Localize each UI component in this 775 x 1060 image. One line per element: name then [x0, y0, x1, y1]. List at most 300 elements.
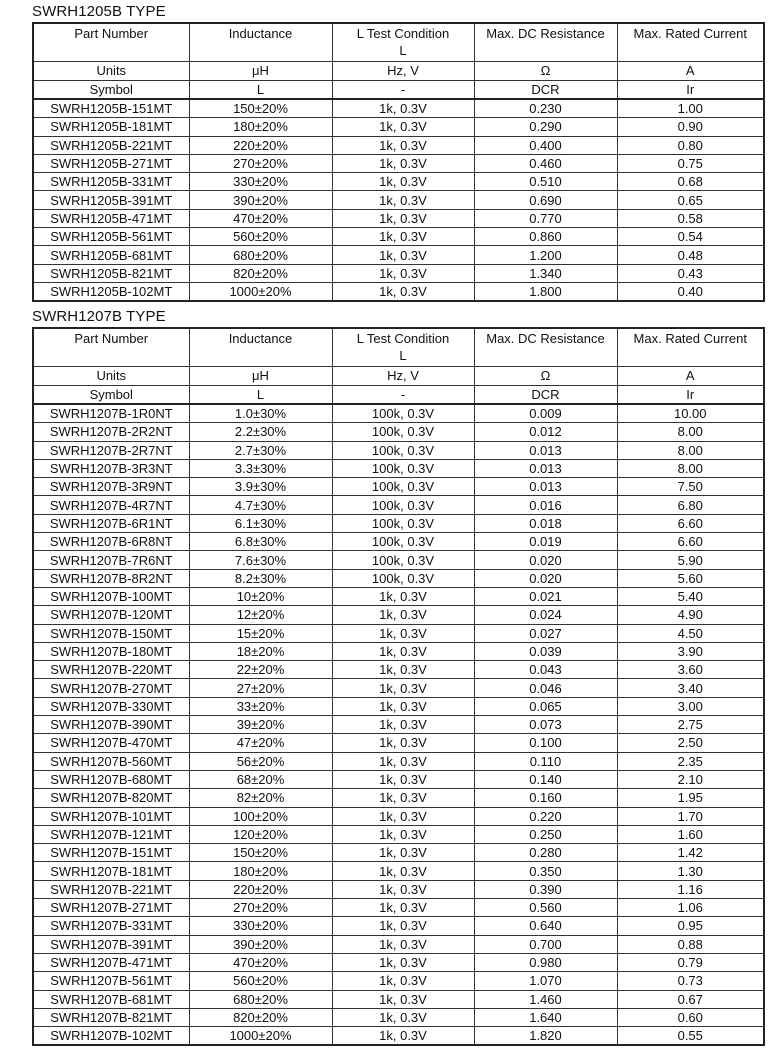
test-condition-cell: 1k, 0.3V	[332, 1008, 474, 1026]
units-row	[33, 62, 764, 81]
rated-current-cell: 0.75	[617, 154, 764, 172]
dc-resistance-cell: 0.019	[474, 533, 617, 551]
part-number-cell: SWRH1207B-6R8NT	[33, 533, 189, 551]
dc-resistance-cell: 0.390	[474, 880, 617, 898]
inductance-cell: 180±20%	[189, 118, 332, 136]
symbol-inductance: L	[189, 80, 332, 99]
inductance-cell: 4.7±30%	[189, 496, 332, 514]
table-row	[33, 246, 764, 264]
swrh1205b-section	[32, 3, 763, 302]
table-row	[33, 173, 764, 191]
dc-resistance-cell: 0.770	[474, 209, 617, 227]
table-row	[33, 264, 764, 282]
test-condition-cell: 100k, 0.3V	[332, 478, 474, 496]
rated-current-cell: 0.90	[617, 118, 764, 136]
header-inductance: Inductance	[189, 328, 332, 367]
part-number-cell: SWRH1205B-331MT	[33, 173, 189, 191]
rated-current-cell: 3.60	[617, 661, 764, 679]
dc-resistance-cell: 0.013	[474, 459, 617, 477]
rated-current-cell: 0.48	[617, 246, 764, 264]
dc-resistance-cell: 1.070	[474, 972, 617, 990]
table-row	[33, 917, 764, 935]
part-number-cell: SWRH1207B-4R7NT	[33, 496, 189, 514]
test-condition-cell: 1k, 0.3V	[332, 990, 474, 1008]
inductance-cell: 3.3±30%	[189, 459, 332, 477]
header-inductance: Inductance	[189, 23, 332, 62]
header-max-rated-current: Max. Rated Current	[617, 23, 764, 62]
dc-resistance-cell: 0.046	[474, 679, 617, 697]
test-condition-label: L Test Condition	[356, 331, 450, 346]
test-condition-cell: 100k, 0.3V	[332, 551, 474, 569]
part-number-cell: SWRH1205B-221MT	[33, 136, 189, 154]
table-row	[33, 441, 764, 459]
part-number-cell: SWRH1207B-3R9NT	[33, 478, 189, 496]
part-number-cell: SWRH1207B-471MT	[33, 953, 189, 971]
part-number-cell: SWRH1207B-680MT	[33, 770, 189, 788]
inductance-cell: 470±20%	[189, 209, 332, 227]
test-condition-cell: 1k, 0.3V	[332, 642, 474, 660]
rated-current-cell: 4.50	[617, 624, 764, 642]
units-current: A	[617, 62, 764, 81]
units-inductance: μH	[189, 62, 332, 81]
inductance-cell: 470±20%	[189, 953, 332, 971]
part-number-cell: SWRH1207B-151MT	[33, 844, 189, 862]
dc-resistance-cell: 0.021	[474, 587, 617, 605]
swrh1207b-section	[32, 308, 763, 1046]
dc-resistance-cell: 0.860	[474, 228, 617, 246]
table-row	[33, 770, 764, 788]
test-condition-cell: 1k, 0.3V	[332, 917, 474, 935]
inductance-cell: 12±20%	[189, 606, 332, 624]
table-row	[33, 716, 764, 734]
inductance-cell: 120±20%	[189, 825, 332, 843]
dc-resistance-cell: 1.460	[474, 990, 617, 1008]
part-number-cell: SWRH1205B-181MT	[33, 118, 189, 136]
rated-current-cell: 3.00	[617, 697, 764, 715]
header-max-dc-resistance: Max. DC Resistance	[474, 23, 617, 62]
dc-resistance-cell: 0.460	[474, 154, 617, 172]
table-row	[33, 880, 764, 898]
units-test-condition: Hz, V	[332, 62, 474, 81]
table-row	[33, 514, 764, 532]
part-number-cell: SWRH1207B-270MT	[33, 679, 189, 697]
dc-resistance-cell: 0.980	[474, 953, 617, 971]
inductance-cell: 820±20%	[189, 1008, 332, 1026]
dc-resistance-cell: 1.200	[474, 246, 617, 264]
part-number-cell: SWRH1207B-150MT	[33, 624, 189, 642]
rated-current-cell: 1.00	[617, 99, 764, 118]
table-row	[33, 807, 764, 825]
rated-current-cell: 6.60	[617, 514, 764, 532]
part-number-cell: SWRH1207B-180MT	[33, 642, 189, 660]
symbol-inductance: L	[189, 385, 332, 404]
inductance-cell: 1000±20%	[189, 282, 332, 301]
header-row	[33, 328, 764, 367]
inductance-cell: 2.7±30%	[189, 441, 332, 459]
rated-current-cell: 0.73	[617, 972, 764, 990]
inductance-cell: 6.8±30%	[189, 533, 332, 551]
table-row	[33, 990, 764, 1008]
test-condition-cell: 1k, 0.3V	[332, 173, 474, 191]
inductance-cell: 82±20%	[189, 789, 332, 807]
table-row	[33, 496, 764, 514]
table-row	[33, 697, 764, 715]
table-row	[33, 935, 764, 953]
test-condition-cell: 1k, 0.3V	[332, 752, 474, 770]
rated-current-cell: 0.79	[617, 953, 764, 971]
section-title: SWRH1205B TYPE	[32, 3, 166, 20]
test-condition-cell: 1k, 0.3V	[332, 716, 474, 734]
table-row	[33, 624, 764, 642]
rated-current-cell: 0.65	[617, 191, 764, 209]
test-condition-label: L Test Condition	[356, 26, 450, 41]
dc-resistance-cell: 0.510	[474, 173, 617, 191]
part-number-cell: SWRH1205B-561MT	[33, 228, 189, 246]
table-row	[33, 118, 764, 136]
table-row	[33, 1027, 764, 1046]
units-test-condition: Hz, V	[332, 367, 474, 386]
table-row	[33, 228, 764, 246]
test-condition-cell: 1k, 0.3V	[332, 899, 474, 917]
test-condition-cell: 1k, 0.3V	[332, 770, 474, 788]
units-inductance: μH	[189, 367, 332, 386]
inductance-cell: 100±20%	[189, 807, 332, 825]
inductance-cell: 390±20%	[189, 191, 332, 209]
test-condition-cell: 1k, 0.3V	[332, 935, 474, 953]
dc-resistance-cell: 0.230	[474, 99, 617, 118]
inductance-cell: 220±20%	[189, 880, 332, 898]
part-number-cell: SWRH1207B-1R0NT	[33, 404, 189, 423]
test-condition-cell: 1k, 0.3V	[332, 880, 474, 898]
rated-current-cell: 8.00	[617, 423, 764, 441]
dc-resistance-cell: 0.110	[474, 752, 617, 770]
units-label: Units	[33, 367, 189, 386]
part-number-cell: SWRH1205B-102MT	[33, 282, 189, 301]
inductance-cell: 68±20%	[189, 770, 332, 788]
part-number-cell: SWRH1207B-181MT	[33, 862, 189, 880]
part-number-cell: SWRH1207B-681MT	[33, 990, 189, 1008]
rated-current-cell: 5.60	[617, 569, 764, 587]
rated-current-cell: 4.90	[617, 606, 764, 624]
header-test-condition	[332, 328, 474, 367]
inductance-cell: 6.1±30%	[189, 514, 332, 532]
test-condition-cell: 100k, 0.3V	[332, 423, 474, 441]
inductance-cell: 33±20%	[189, 697, 332, 715]
dc-resistance-cell: 0.560	[474, 899, 617, 917]
part-number-cell: SWRH1205B-151MT	[33, 99, 189, 118]
units-resistance: Ω	[474, 62, 617, 81]
units-current: A	[617, 367, 764, 386]
inductance-cell: 1000±20%	[189, 1027, 332, 1046]
dc-resistance-cell: 0.018	[474, 514, 617, 532]
table-row	[33, 862, 764, 880]
inductance-cell: 560±20%	[189, 228, 332, 246]
header-part-number: Part Number	[33, 328, 189, 367]
rated-current-cell: 7.50	[617, 478, 764, 496]
part-number-cell: SWRH1207B-100MT	[33, 587, 189, 605]
table-row	[33, 209, 764, 227]
test-condition-cell: 100k, 0.3V	[332, 404, 474, 423]
symbol-current: Ir	[617, 80, 764, 99]
rated-current-cell: 0.67	[617, 990, 764, 1008]
inductance-cell: 22±20%	[189, 661, 332, 679]
dc-resistance-cell: 1.820	[474, 1027, 617, 1046]
table-row	[33, 734, 764, 752]
part-number-cell: SWRH1207B-3R3NT	[33, 459, 189, 477]
table-row	[33, 459, 764, 477]
table-row	[33, 844, 764, 862]
test-condition-cell: 1k, 0.3V	[332, 734, 474, 752]
header-row	[33, 23, 764, 62]
inductance-cell: 150±20%	[189, 99, 332, 118]
part-number-cell: SWRH1207B-2R2NT	[33, 423, 189, 441]
dc-resistance-cell: 0.009	[474, 404, 617, 423]
part-number-cell: SWRH1207B-120MT	[33, 606, 189, 624]
part-number-cell: SWRH1207B-220MT	[33, 661, 189, 679]
rated-current-cell: 0.95	[617, 917, 764, 935]
symbol-resistance: DCR	[474, 385, 617, 404]
rated-current-cell: 0.68	[617, 173, 764, 191]
table-row	[33, 1008, 764, 1026]
rated-current-cell: 2.35	[617, 752, 764, 770]
inductance-cell: 56±20%	[189, 752, 332, 770]
inductance-cell: 270±20%	[189, 899, 332, 917]
rated-current-cell: 0.58	[617, 209, 764, 227]
part-number-cell: SWRH1205B-821MT	[33, 264, 189, 282]
inductance-cell: 390±20%	[189, 935, 332, 953]
part-number-cell: SWRH1207B-271MT	[33, 899, 189, 917]
inductance-cell: 2.2±30%	[189, 423, 332, 441]
dc-resistance-cell: 1.340	[474, 264, 617, 282]
part-number-cell: SWRH1207B-390MT	[33, 716, 189, 734]
dc-resistance-cell: 0.043	[474, 661, 617, 679]
table-row	[33, 825, 764, 843]
test-condition-cell: 1k, 0.3V	[332, 246, 474, 264]
symbol-current: Ir	[617, 385, 764, 404]
part-number-cell: SWRH1207B-221MT	[33, 880, 189, 898]
table-row	[33, 606, 764, 624]
dc-resistance-cell: 0.100	[474, 734, 617, 752]
dc-resistance-cell: 0.280	[474, 844, 617, 862]
header-max-rated-current: Max. Rated Current	[617, 328, 764, 367]
dc-resistance-cell: 0.073	[474, 716, 617, 734]
table-row	[33, 587, 764, 605]
part-number-cell: SWRH1207B-121MT	[33, 825, 189, 843]
inductance-cell: 1.0±30%	[189, 404, 332, 423]
part-number-cell: SWRH1207B-821MT	[33, 1008, 189, 1026]
symbol-test-condition: -	[332, 385, 474, 404]
rated-current-cell: 0.80	[617, 136, 764, 154]
inductance-cell: 39±20%	[189, 716, 332, 734]
header-part-number: Part Number	[33, 23, 189, 62]
rated-current-cell: 1.30	[617, 862, 764, 880]
table-row	[33, 99, 764, 118]
table-row	[33, 154, 764, 172]
test-condition-cell: 1k, 0.3V	[332, 862, 474, 880]
dc-resistance-cell: 0.039	[474, 642, 617, 660]
inductance-cell: 7.6±30%	[189, 551, 332, 569]
part-number-cell: SWRH1207B-6R1NT	[33, 514, 189, 532]
dc-resistance-cell: 0.020	[474, 551, 617, 569]
dc-resistance-cell: 0.250	[474, 825, 617, 843]
test-condition-cell: 1k, 0.3V	[332, 191, 474, 209]
part-number-cell: SWRH1207B-330MT	[33, 697, 189, 715]
test-condition-cell: 1k, 0.3V	[332, 679, 474, 697]
part-number-cell: SWRH1207B-470MT	[33, 734, 189, 752]
dc-resistance-cell: 0.690	[474, 191, 617, 209]
symbol-resistance: DCR	[474, 80, 617, 99]
test-condition-cell: 1k, 0.3V	[332, 807, 474, 825]
dc-resistance-cell: 0.013	[474, 478, 617, 496]
inductance-cell: 18±20%	[189, 642, 332, 660]
symbol-label: Symbol	[33, 385, 189, 404]
test-condition-cell: 100k, 0.3V	[332, 569, 474, 587]
dc-resistance-cell: 1.800	[474, 282, 617, 301]
table-row	[33, 136, 764, 154]
dc-resistance-cell: 0.013	[474, 441, 617, 459]
test-condition-cell: 1k, 0.3V	[332, 844, 474, 862]
test-condition-cell: 1k, 0.3V	[332, 624, 474, 642]
dc-resistance-cell: 0.065	[474, 697, 617, 715]
symbol-row	[33, 80, 764, 99]
table-row	[33, 533, 764, 551]
test-condition-cell: 100k, 0.3V	[332, 459, 474, 477]
test-condition-cell: 1k, 0.3V	[332, 264, 474, 282]
part-number-cell: SWRH1205B-471MT	[33, 209, 189, 227]
table-row	[33, 953, 764, 971]
rated-current-cell: 8.00	[617, 459, 764, 477]
test-condition-cell: 100k, 0.3V	[332, 533, 474, 551]
inductance-cell: 270±20%	[189, 154, 332, 172]
dc-resistance-cell: 0.140	[474, 770, 617, 788]
part-number-cell: SWRH1207B-560MT	[33, 752, 189, 770]
test-condition-cell: 100k, 0.3V	[332, 514, 474, 532]
rated-current-cell: 5.40	[617, 587, 764, 605]
table-row	[33, 661, 764, 679]
symbol-test-condition: -	[332, 80, 474, 99]
part-number-cell: SWRH1207B-2R7NT	[33, 441, 189, 459]
dc-resistance-cell: 0.020	[474, 569, 617, 587]
header-test-condition	[332, 23, 474, 62]
table-row	[33, 569, 764, 587]
dc-resistance-cell: 0.012	[474, 423, 617, 441]
test-condition-cell: 1k, 0.3V	[332, 661, 474, 679]
part-number-cell: SWRH1207B-101MT	[33, 807, 189, 825]
test-condition-cell: 100k, 0.3V	[332, 496, 474, 514]
table-row	[33, 679, 764, 697]
part-number-cell: SWRH1205B-681MT	[33, 246, 189, 264]
test-condition-cell: 1k, 0.3V	[332, 99, 474, 118]
inductance-cell: 3.9±30%	[189, 478, 332, 496]
rated-current-cell: 3.90	[617, 642, 764, 660]
test-condition-cell: 1k, 0.3V	[332, 154, 474, 172]
rated-current-cell: 5.90	[617, 551, 764, 569]
rated-current-cell: 0.43	[617, 264, 764, 282]
table-row	[33, 478, 764, 496]
units-resistance: Ω	[474, 367, 617, 386]
dc-resistance-cell: 0.016	[474, 496, 617, 514]
test-condition-symbol: L	[399, 43, 407, 58]
inductance-cell: 10±20%	[189, 587, 332, 605]
rated-current-cell: 3.40	[617, 679, 764, 697]
rated-current-cell: 0.40	[617, 282, 764, 301]
inductance-cell: 47±20%	[189, 734, 332, 752]
dc-resistance-cell: 0.640	[474, 917, 617, 935]
dc-resistance-cell: 0.024	[474, 606, 617, 624]
test-condition-cell: 1k, 0.3V	[332, 1027, 474, 1046]
inductance-cell: 330±20%	[189, 917, 332, 935]
test-condition-cell: 1k, 0.3V	[332, 972, 474, 990]
part-number-cell: SWRH1205B-391MT	[33, 191, 189, 209]
inductance-cell: 27±20%	[189, 679, 332, 697]
rated-current-cell: 1.16	[617, 880, 764, 898]
test-condition-cell: 1k, 0.3V	[332, 118, 474, 136]
test-condition-cell: 1k, 0.3V	[332, 825, 474, 843]
dc-resistance-cell: 0.220	[474, 807, 617, 825]
header-max-dc-resistance: Max. DC Resistance	[474, 328, 617, 367]
test-condition-cell: 1k, 0.3V	[332, 136, 474, 154]
table-row	[33, 404, 764, 423]
rated-current-cell: 1.60	[617, 825, 764, 843]
dc-resistance-cell: 0.400	[474, 136, 617, 154]
part-number-cell: SWRH1207B-331MT	[33, 917, 189, 935]
test-condition-cell: 1k, 0.3V	[332, 697, 474, 715]
table-row	[33, 789, 764, 807]
spec-table-swrh1205b	[32, 22, 765, 302]
dc-resistance-cell: 0.290	[474, 118, 617, 136]
inductance-cell: 8.2±30%	[189, 569, 332, 587]
rated-current-cell: 1.70	[617, 807, 764, 825]
inductance-cell: 15±20%	[189, 624, 332, 642]
table-row	[33, 972, 764, 990]
inductance-cell: 150±20%	[189, 844, 332, 862]
inductance-cell: 180±20%	[189, 862, 332, 880]
part-number-cell: SWRH1207B-561MT	[33, 972, 189, 990]
table-row	[33, 642, 764, 660]
part-number-cell: SWRH1205B-271MT	[33, 154, 189, 172]
part-number-cell: SWRH1207B-820MT	[33, 789, 189, 807]
part-number-cell: SWRH1207B-7R6NT	[33, 551, 189, 569]
section-title: SWRH1207B TYPE	[32, 308, 166, 325]
dc-resistance-cell: 0.350	[474, 862, 617, 880]
dc-resistance-cell: 1.640	[474, 1008, 617, 1026]
test-condition-cell: 1k, 0.3V	[332, 789, 474, 807]
inductance-cell: 820±20%	[189, 264, 332, 282]
test-condition-cell: 1k, 0.3V	[332, 587, 474, 605]
test-condition-cell: 1k, 0.3V	[332, 606, 474, 624]
symbol-label: Symbol	[33, 80, 189, 99]
table-row	[33, 752, 764, 770]
rated-current-cell: 2.75	[617, 716, 764, 734]
rated-current-cell: 0.55	[617, 1027, 764, 1046]
rated-current-cell: 6.80	[617, 496, 764, 514]
rated-current-cell: 1.06	[617, 899, 764, 917]
dc-resistance-cell: 0.700	[474, 935, 617, 953]
table-row	[33, 899, 764, 917]
test-condition-symbol: L	[399, 348, 407, 363]
table-row	[33, 423, 764, 441]
symbol-row	[33, 385, 764, 404]
spec-table-swrh1207b	[32, 327, 765, 1046]
test-condition-cell: 1k, 0.3V	[332, 228, 474, 246]
test-condition-cell: 1k, 0.3V	[332, 953, 474, 971]
table-row	[33, 551, 764, 569]
test-condition-cell: 1k, 0.3V	[332, 209, 474, 227]
rated-current-cell: 0.88	[617, 935, 764, 953]
units-label: Units	[33, 62, 189, 81]
rated-current-cell: 0.60	[617, 1008, 764, 1026]
units-row	[33, 367, 764, 386]
